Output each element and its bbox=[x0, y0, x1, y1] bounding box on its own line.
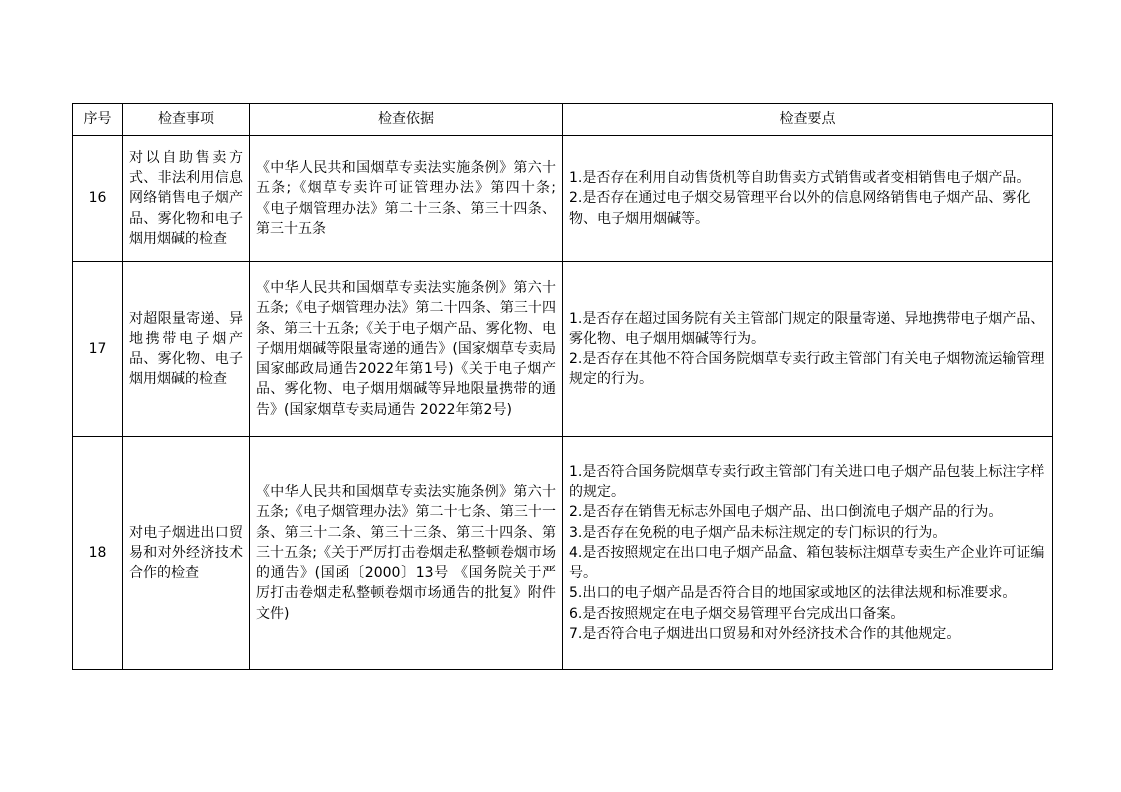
table-row bbox=[73, 262, 1053, 437]
row-basis: 《中华人民共和国烟草专卖法实施条例》第六十五条;《烟草专卖许可证管理办法》第四十条; 《电子烟管理办法》第二十三条、第三十四条、第三十五条 bbox=[250, 136, 563, 262]
row-item: 对超限量寄递、异地携带电子烟产品、雾化物、电子烟用烟碱的检查 bbox=[123, 262, 250, 437]
row-number: 17 bbox=[73, 262, 123, 437]
check-point: 2.是否存在通过电子烟交易管理平台以外的信息网络销售电子烟产品、雾化物、电子烟用烟碱等。 bbox=[569, 190, 1031, 227]
row-item: 对以自助售卖方式、非法利用信息网络销售电子烟产品、雾化物和电子烟用烟碱的检查 bbox=[123, 136, 250, 262]
check-point: 1.是否存在超过国务院有关主管部门规定的限量寄递、异地携带电子烟产品、雾化物、电子烟用烟碱等行为。 bbox=[569, 310, 1045, 347]
row-basis: 《中华人民共和国烟草专卖法实施条例》第六十五条;《电子烟管理办法》第二十四条、第三十四条、第三十五条;《关于电子烟产品、雾化物、电子烟用烟碱等限量寄递的通告》(国家烟草专卖局 国家邮政局通告2022年第1号)《关于电子烟产品、雾化物、电子烟用烟碱等异地限量携带的通告》(国家烟草专卖局通告 2022年第2号) bbox=[250, 262, 563, 437]
table-row bbox=[73, 136, 1053, 262]
inspection-table bbox=[72, 103, 1053, 670]
check-point: 7.是否符合电子烟进出口贸易和对外经济技术合作的其他规定。 bbox=[569, 625, 961, 642]
row-item: 对电子烟进出口贸易和对外经济技术合作的检查 bbox=[123, 437, 250, 670]
row-points bbox=[563, 437, 1053, 670]
check-point: 1.是否符合国务院烟草专卖行政主管部门有关进口电子烟产品包装上标注字样的规定。 bbox=[569, 464, 1045, 501]
check-point: 3.是否存在免税的电子烟产品未标注规定的专门标识的行为。 bbox=[569, 524, 947, 541]
check-point: 2.是否存在销售无标志外国电子烟产品、出口倒流电子烟产品的行为。 bbox=[569, 504, 1003, 521]
header-points: 检查要点 bbox=[563, 104, 1053, 136]
row-number: 18 bbox=[73, 437, 123, 670]
row-points bbox=[563, 262, 1053, 437]
header-no: 序号 bbox=[73, 104, 123, 136]
table-row bbox=[73, 437, 1053, 670]
row-basis: 《中华人民共和国烟草专卖法实施条例》第六十五条;《电子烟管理办法》第二十七条、第三十一条、第三十二条、第三十三条、第三十四条、第三十五条;《关于严厉打击卷烟走私整顿卷烟市场的通告》(国函〔2000〕13号 《国务院关于严厉打击卷烟走私整顿卷烟市场通告的批复》附件文件) bbox=[250, 437, 563, 670]
table-header-row bbox=[73, 104, 1053, 136]
header-item: 检查事项 bbox=[123, 104, 250, 136]
header-basis: 检查依据 bbox=[250, 104, 563, 136]
check-point: 6.是否按照规定在电子烟交易管理平台完成出口备案。 bbox=[569, 605, 905, 622]
check-point: 1.是否存在利用自动售货机等自助售卖方式销售或者变相销售电子烟产品。 bbox=[569, 170, 1031, 187]
row-number: 16 bbox=[73, 136, 123, 262]
check-point: 5.出口的电子烟产品是否符合目的地国家或地区的法律法规和标准要求。 bbox=[569, 585, 1017, 602]
check-point: 2.是否存在其他不符合国务院烟草专卖行政主管部门有关电子烟物流运输管理规定的行为。 bbox=[569, 351, 1045, 388]
check-point: 4.是否按照规定在出口电子烟产品盒、箱包装标注烟草专卖生产企业许可证编号。 bbox=[569, 544, 1045, 582]
row-points bbox=[563, 136, 1053, 262]
